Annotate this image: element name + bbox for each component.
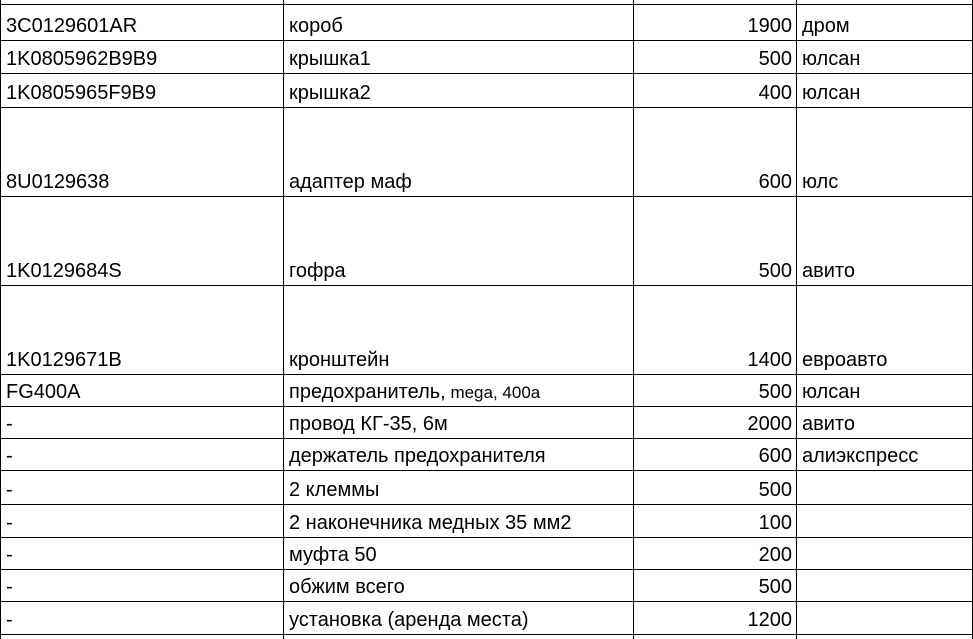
cell-source[interactable] — [797, 15, 973, 39]
row-gridline — [0, 601, 973, 602]
cell-name[interactable] — [284, 544, 633, 568]
cell-price-text: 1900 — [747, 15, 792, 37]
cell-source[interactable] — [797, 445, 973, 469]
cell-name-text: адаптер маф — [289, 171, 412, 193]
cell-source[interactable] — [797, 479, 973, 503]
cell-code[interactable] — [1, 349, 283, 373]
cell-code[interactable] — [1, 15, 283, 39]
cell-code[interactable] — [1, 544, 283, 568]
cell-source[interactable] — [797, 48, 973, 72]
cell-name[interactable] — [284, 349, 633, 373]
cell-price-text: 400 — [758, 82, 792, 104]
row-gridline — [0, 4, 973, 5]
cell-source[interactable] — [797, 544, 973, 568]
cell-source-text: юлсан — [802, 381, 861, 403]
cell-name[interactable] — [284, 381, 633, 405]
column-gridline — [633, 0, 634, 639]
cell-code[interactable] — [1, 413, 283, 437]
cell-code-text: 1K0129684S — [6, 260, 122, 282]
row-gridline — [0, 40, 973, 41]
cell-name[interactable] — [284, 576, 633, 600]
cell-price[interactable] — [634, 413, 796, 437]
column-gridline — [796, 0, 797, 639]
cell-name[interactable] — [284, 171, 633, 195]
cell-price-text: 500 — [758, 381, 792, 403]
row-gridline — [0, 537, 973, 538]
cell-code[interactable] — [1, 576, 283, 600]
cell-price-text: 200 — [758, 544, 792, 566]
cell-source-text: юлсан — [802, 82, 861, 104]
cell-name-text: держатель предохранителя — [289, 445, 546, 467]
cell-code-text: 1K0805962B9B9 — [6, 48, 158, 70]
cell-name-text: провод КГ-35, 6м — [289, 413, 448, 435]
cell-code-text: 8U0129638 — [6, 171, 110, 193]
cell-name-text: обжим всего — [289, 576, 405, 598]
cell-source-text: дром — [802, 15, 850, 37]
cell-code-text: - — [6, 609, 13, 631]
cell-source-text: евроавто — [802, 349, 888, 371]
cell-name-text: крышка2 — [289, 82, 371, 104]
cell-source-text: авито — [802, 413, 855, 435]
cell-price-text: 1200 — [747, 609, 792, 631]
cell-code-text: 1K0129671B — [6, 349, 122, 371]
row-gridline — [0, 196, 973, 197]
cell-code-text: - — [6, 512, 13, 534]
cell-code[interactable] — [1, 609, 283, 633]
row-gridline — [0, 285, 973, 286]
cell-price[interactable] — [634, 544, 796, 568]
cell-price-text: 2000 — [747, 413, 792, 435]
cell-code-text: 3C0129601AR — [6, 15, 138, 37]
cell-name[interactable] — [284, 512, 633, 536]
cell-name-text: крышка1 — [289, 48, 371, 70]
cell-code-text: 1K0805965F9B9 — [6, 82, 157, 104]
cell-price-text: 1400 — [747, 349, 792, 371]
cell-source[interactable] — [797, 82, 973, 106]
cell-code[interactable] — [1, 479, 283, 503]
cell-name[interactable] — [284, 445, 633, 469]
cell-name-text: предохранитель, — [289, 381, 446, 403]
cell-price[interactable] — [634, 260, 796, 284]
column-gridline — [0, 0, 1, 639]
cell-code[interactable] — [1, 171, 283, 195]
cell-source[interactable] — [797, 576, 973, 600]
cell-code[interactable] — [1, 381, 283, 405]
row-gridline — [0, 569, 973, 570]
cell-code-text: - — [6, 576, 13, 598]
cell-name-extra-text: mega, 400a — [445, 383, 541, 402]
cell-price[interactable] — [634, 48, 796, 72]
cell-name-text: короб — [289, 15, 343, 37]
cell-price[interactable] — [634, 576, 796, 600]
row-gridline — [0, 504, 973, 505]
cell-code-text: - — [6, 413, 13, 435]
cell-price[interactable] — [634, 479, 796, 503]
cell-price[interactable] — [634, 171, 796, 195]
cell-code-text: - — [6, 445, 13, 467]
cell-code[interactable] — [1, 48, 283, 72]
cell-source[interactable] — [797, 512, 973, 536]
cell-name[interactable] — [284, 413, 633, 437]
cell-price-text: 500 — [758, 479, 792, 501]
cell-code[interactable] — [1, 445, 283, 469]
cell-name-text: гофра — [289, 260, 346, 282]
cell-source[interactable] — [797, 260, 973, 284]
row-gridline — [0, 73, 973, 74]
cell-name[interactable] — [284, 260, 633, 284]
row-gridline — [0, 406, 973, 407]
row-gridline — [0, 634, 973, 635]
cell-code[interactable] — [1, 260, 283, 284]
cell-code[interactable] — [1, 82, 283, 106]
cell-source[interactable] — [797, 381, 973, 405]
cell-price[interactable] — [634, 609, 796, 633]
cell-source-text: юлсан — [802, 48, 861, 70]
row-gridline — [0, 107, 973, 108]
cell-price[interactable] — [634, 445, 796, 469]
cell-price[interactable] — [634, 349, 796, 373]
row-gridline — [0, 470, 973, 471]
cell-name[interactable] — [284, 48, 633, 72]
cell-code-text: - — [6, 544, 13, 566]
cell-price[interactable] — [634, 15, 796, 39]
cell-name-text: 2 клеммы — [289, 479, 380, 501]
cell-price-text: 500 — [758, 260, 792, 282]
cell-name[interactable] — [284, 479, 633, 503]
cell-price[interactable] — [634, 512, 796, 536]
cell-code-text: - — [6, 479, 13, 501]
cell-name[interactable] — [284, 15, 633, 39]
cell-source[interactable] — [797, 171, 973, 195]
cell-source[interactable] — [797, 413, 973, 437]
cell-name[interactable] — [284, 82, 633, 106]
cell-code-text: FG400A — [6, 381, 81, 403]
cell-code[interactable] — [1, 512, 283, 536]
cell-price[interactable] — [634, 381, 796, 405]
cell-source-text: алиэкспресс — [802, 445, 919, 467]
cell-source-text: юлс — [802, 171, 839, 193]
cell-source[interactable] — [797, 349, 973, 373]
cell-name-text: 2 наконечника медных 35 мм2 — [289, 512, 572, 534]
cell-name[interactable] — [284, 609, 633, 633]
cell-name-text: муфта 50 — [289, 544, 377, 566]
cell-name-text: кронштейн — [289, 349, 390, 371]
cell-name-text: установка (аренда места) — [289, 609, 529, 631]
row-gridline — [0, 438, 973, 439]
column-gridline — [283, 0, 284, 639]
cell-price-text: 600 — [758, 171, 792, 193]
row-gridline — [0, 374, 973, 375]
cell-price-text: 500 — [758, 48, 792, 70]
cell-source[interactable] — [797, 609, 973, 633]
cell-price-text: 100 — [758, 512, 792, 534]
cell-price-text: 500 — [758, 576, 792, 598]
cell-price[interactable] — [634, 82, 796, 106]
cell-price-text: 600 — [758, 445, 792, 467]
cell-source-text: авито — [802, 260, 855, 282]
